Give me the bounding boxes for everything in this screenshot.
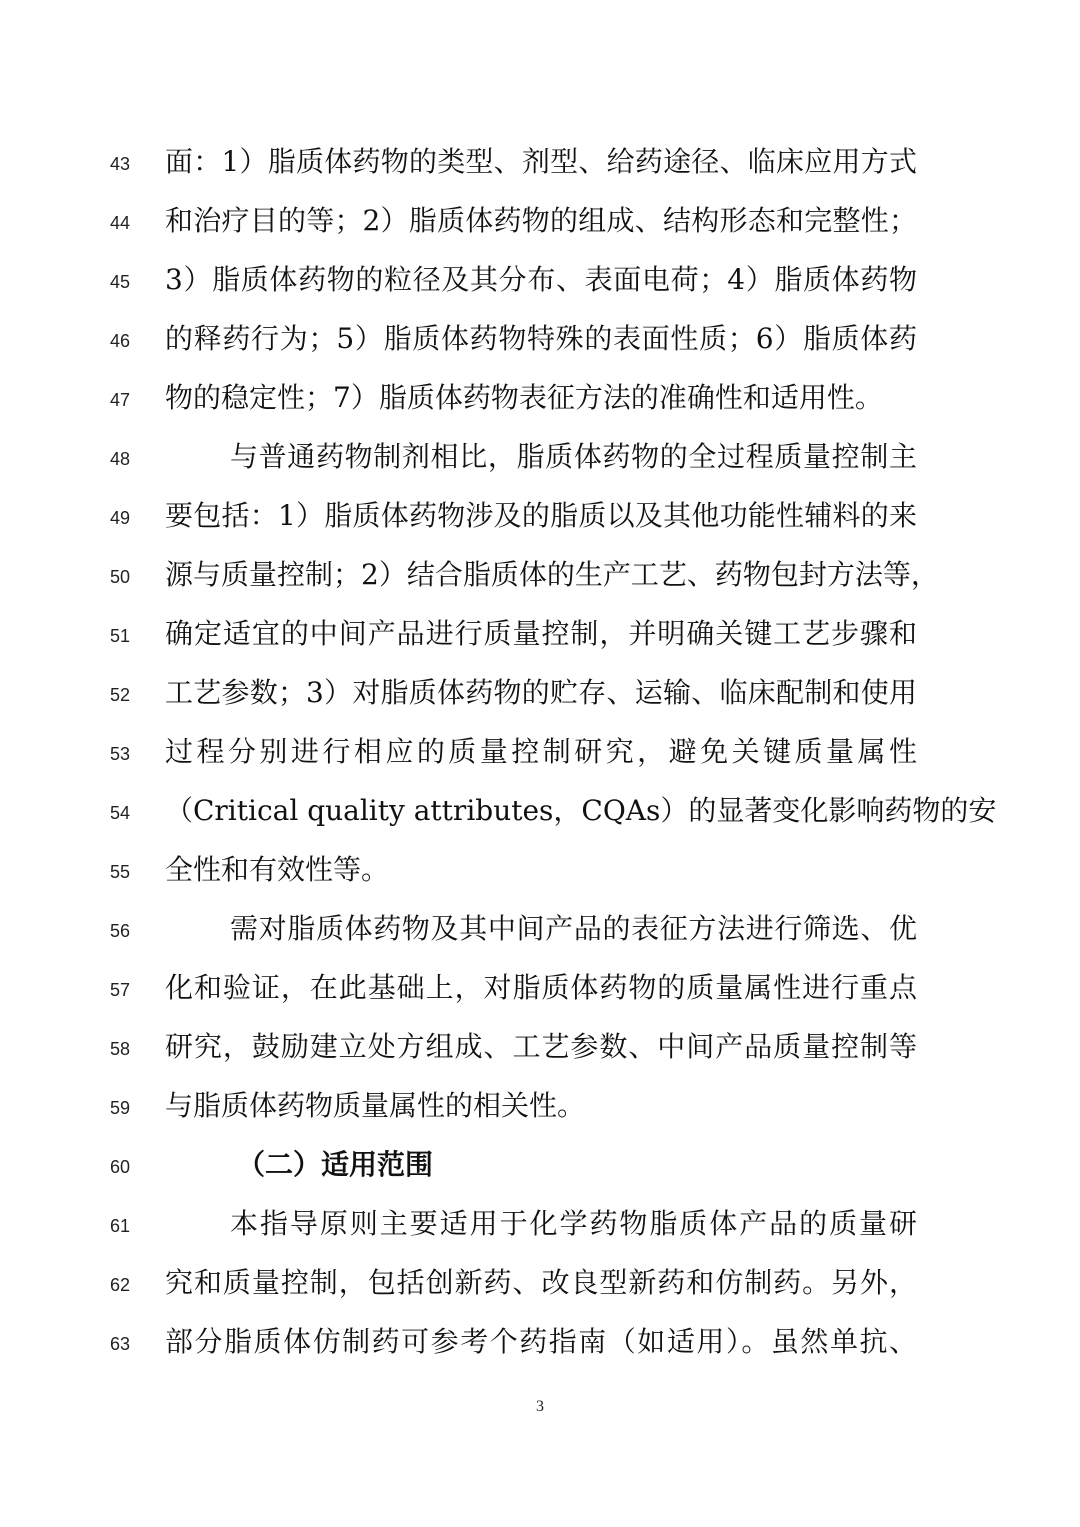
line-text: （Critical quality attributes，CQAs）的显著变化影响药物的安 — [165, 794, 997, 827]
line-text: 全性和有效性等。 — [165, 853, 390, 886]
line-number: 55 — [109, 862, 131, 882]
line-text: 和治疗目的等；2）脂质体药物的组成、结构形态和完整性； — [165, 204, 917, 237]
line-text: 与脂质体药物质量属性的相关性。 — [165, 1089, 586, 1122]
line-number: 54 — [109, 803, 131, 823]
line-number: 46 — [109, 331, 131, 351]
document-line — [0, 435, 1080, 494]
line-number: 59 — [109, 1098, 131, 1118]
line-number: 56 — [109, 921, 131, 941]
document-line — [0, 494, 1080, 553]
document-line — [0, 258, 1080, 317]
line-number: 51 — [109, 626, 131, 646]
document-line — [0, 140, 1080, 199]
line-number: 52 — [109, 685, 131, 705]
line-number: 57 — [109, 980, 131, 1000]
line-number: 50 — [109, 567, 131, 587]
document-line — [0, 1261, 1080, 1320]
section-heading: （二）适用范围 — [237, 1148, 434, 1181]
document-line — [0, 966, 1080, 1025]
line-number: 53 — [109, 744, 131, 764]
document-line — [0, 553, 1080, 612]
line-text: 工艺参数；3）对脂质体药物的贮存、运输、临床配制和使用 — [165, 676, 917, 709]
line-text: 的释药行为；5）脂质体药物特殊的表面性质；6）脂质体药 — [165, 322, 917, 355]
line-number: 43 — [109, 154, 131, 174]
line-text: 化和验证，在此基础上，对脂质体药物的质量属性进行重点 — [165, 971, 917, 1004]
line-number: 45 — [109, 272, 131, 292]
document-line — [0, 1143, 1080, 1202]
line-text: 要包括：1）脂质体药物涉及的脂质以及其他功能性辅料的来 — [165, 499, 917, 532]
line-text: 需对脂质体药物及其中间产品的表征方法进行筛选、优 — [230, 912, 917, 945]
document-line — [0, 1084, 1080, 1143]
document-line — [0, 1320, 1080, 1379]
line-text: 部分脂质体仿制药可参考个药指南（如适用）。虽然单抗、 — [165, 1325, 917, 1358]
line-number: 49 — [109, 508, 131, 528]
line-number: 60 — [109, 1157, 131, 1177]
document-line — [0, 907, 1080, 966]
line-text: 与普通药物制剂相比，脂质体药物的全过程质量控制主 — [230, 440, 917, 473]
line-text: 源与质量控制；2）结合脂质体的生产工艺、药物包封方法等， — [165, 558, 939, 591]
document-line — [0, 730, 1080, 789]
document-line — [0, 671, 1080, 730]
document-line — [0, 789, 1080, 848]
line-text: 过程分别进行相应的质量控制研究，避免关键质量属性 — [165, 735, 917, 768]
line-text: 确定适宜的中间产品进行质量控制，并明确关键工艺步骤和 — [165, 617, 917, 650]
line-text: 面：1）脂质体药物的类型、剂型、给药途径、临床应用方式 — [165, 145, 917, 178]
document-line — [0, 317, 1080, 376]
line-number: 58 — [109, 1039, 131, 1059]
document-line — [0, 1025, 1080, 1084]
document-line — [0, 848, 1080, 907]
line-number: 62 — [109, 1275, 131, 1295]
line-number: 63 — [109, 1334, 131, 1354]
document-line — [0, 1202, 1080, 1261]
line-text: 3）脂质体药物的粒径及其分布、表面电荷；4）脂质体药物 — [165, 263, 917, 296]
line-number: 61 — [109, 1216, 131, 1236]
line-text: 究和质量控制，包括创新药、改良型新药和仿制药。另外， — [165, 1266, 917, 1299]
line-text: 物的稳定性；7）脂质体药物表征方法的准确性和适用性。 — [165, 381, 883, 414]
line-text: 本指导原则主要适用于化学药物脂质体产品的质量研 — [230, 1207, 917, 1240]
line-number: 44 — [109, 213, 131, 233]
document-line — [0, 612, 1080, 671]
line-text: 研究，鼓励建立处方组成、工艺参数、中间产品质量控制等 — [165, 1030, 917, 1063]
line-number: 48 — [109, 449, 131, 469]
line-number: 47 — [109, 390, 131, 410]
page-number: 3 — [536, 1398, 544, 1415]
document-line — [0, 376, 1080, 435]
document-line — [0, 199, 1080, 258]
